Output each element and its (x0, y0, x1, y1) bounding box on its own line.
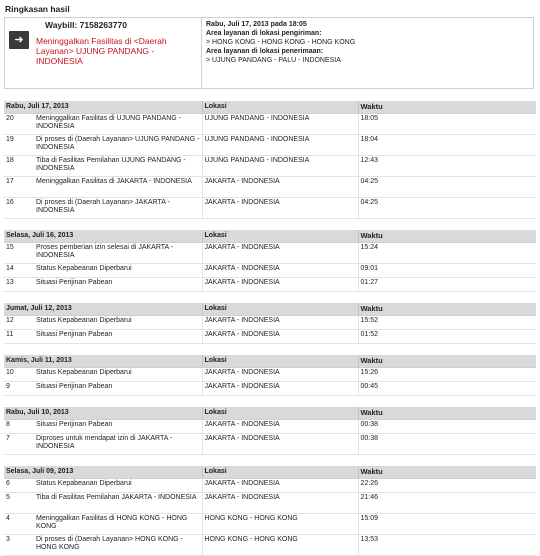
event-time: 04:25 (358, 197, 536, 218)
event-description: Meninggalkan Fasilitas di JAKARTA - INDONESIA (34, 176, 202, 197)
date-header: Rabu, Juli 17, 2013 (4, 101, 202, 113)
date-header-row (4, 230, 536, 242)
location-column-header: Lokasi (202, 407, 358, 419)
location-column-header: Lokasi (202, 466, 358, 478)
event-time: 01:52 (358, 329, 536, 343)
waybill-label: Waybill: (45, 20, 78, 30)
date-header-row (4, 355, 536, 367)
event-time: 00:38 (358, 419, 536, 433)
event-description: Tiba di Fasilitas Pemilahan JAKARTA - INDONESIA (34, 492, 202, 513)
date-header-row (4, 101, 536, 113)
event-number: 8 (4, 419, 34, 433)
event-location: JAKARTA - INDONESIA (202, 315, 358, 329)
event-number: 3 (4, 534, 34, 555)
origin-label: Area layanan di lokasi pengiriman: (206, 30, 322, 37)
event-location: UJUNG PANDANG - INDONESIA (202, 155, 358, 176)
group-spacer (4, 89, 536, 101)
event-location: JAKARTA - INDONESIA (202, 242, 358, 263)
time-column-header: Waktu (358, 355, 536, 367)
shipment-icon-box (5, 18, 33, 88)
event-number: 4 (4, 513, 34, 534)
event-time: 18:04 (358, 134, 536, 155)
event-number: 14 (4, 263, 34, 277)
date-header: Kamis, Juli 11, 2013 (4, 355, 202, 367)
location-column-header: Lokasi (202, 101, 358, 113)
event-description: Di proses di (Daerah Layanan> JAKARTA - INDONESIA (34, 197, 202, 218)
event-description: Status Kepabeanan Diperbarui (34, 478, 202, 492)
event-location: JAKARTA - INDONESIA (202, 197, 358, 218)
table-row (4, 381, 536, 395)
location-column-header: Lokasi (202, 230, 358, 242)
event-description: Situasi Perijinan Pabean (34, 329, 202, 343)
event-time: 09:01 (358, 263, 536, 277)
event-time: 00:38 (358, 433, 536, 454)
table-row (4, 534, 536, 555)
event-number: 7 (4, 433, 34, 454)
event-number: 16 (4, 197, 34, 218)
waybill (45, 20, 198, 33)
event-description: Meninggalkan Fasilitas di UJUNG PANDANG - INDONESIA (34, 113, 202, 134)
event-number: 12 (4, 315, 34, 329)
time-column-header: Waktu (358, 303, 536, 315)
table-row (4, 419, 536, 433)
event-location: UJUNG PANDANG - INDONESIA (202, 134, 358, 155)
event-location: JAKARTA - INDONESIA (202, 277, 358, 291)
event-description: Situasi Perijinan Pabean (34, 419, 202, 433)
shipment-status: Meninggalkan Fasilitas di <Daerah Layanan> UJUNG PANDANG - INDONESIA (36, 36, 167, 66)
location-column-header: Lokasi (202, 355, 358, 367)
table-row (4, 197, 536, 218)
summary-right (202, 18, 533, 88)
table-row (4, 433, 536, 454)
time-column-header: Waktu (358, 466, 536, 478)
event-location: JAKARTA - INDONESIA (202, 381, 358, 395)
event-description: Status Kepabeanan Diperbarui (34, 367, 202, 381)
table-row (4, 263, 536, 277)
event-description: Status Kepabeanan Diperbarui (34, 315, 202, 329)
table-row (4, 277, 536, 291)
event-number: 13 (4, 277, 34, 291)
event-number: 18 (4, 155, 34, 176)
date-header: Rabu, Juli 10, 2013 (4, 407, 202, 419)
date-header-row (4, 303, 536, 315)
group-spacer (4, 343, 536, 355)
event-number: 9 (4, 381, 34, 395)
event-number: 11 (4, 329, 34, 343)
event-description: Di proses di (Daerah Layanan> UJUNG PANDANG - INDONESIA (34, 134, 202, 155)
summary-left (5, 18, 202, 88)
summary-panel (4, 17, 534, 89)
tracking-table-body (4, 89, 536, 555)
event-location: JAKARTA - INDONESIA (202, 478, 358, 492)
destination-label: Area layanan di lokasi penerimaan: (206, 48, 324, 55)
event-number: 20 (4, 113, 34, 134)
event-description: Tiba di Fasilitas Pemilahan UJUNG PANDANG - INDONESIA (34, 155, 202, 176)
event-location: JAKARTA - INDONESIA (202, 263, 358, 277)
event-number: 17 (4, 176, 34, 197)
event-time: 04:25 (358, 176, 536, 197)
table-row (4, 315, 536, 329)
event-time: 18:05 (358, 113, 536, 134)
event-number: 5 (4, 492, 34, 513)
event-time: 00:45 (358, 381, 536, 395)
event-time: 15:52 (358, 315, 536, 329)
event-time: 15:24 (358, 242, 536, 263)
table-row (4, 513, 536, 534)
table-row (4, 155, 536, 176)
group-spacer (4, 454, 536, 466)
event-time: 13:53 (358, 534, 536, 555)
event-location: JAKARTA - INDONESIA (202, 176, 358, 197)
table-row (4, 478, 536, 492)
event-time: 15:09 (358, 513, 536, 534)
event-description: Meninggalkan Fasilitas di HONG KONG - HONG KONG (34, 513, 202, 534)
table-row (4, 367, 536, 381)
event-description: Di proses di (Daerah Layanan> HONG KONG - HONG KONG (34, 534, 202, 555)
event-description: Situasi Perijinan Pabean (34, 277, 202, 291)
event-location: HONG KONG - HONG KONG (202, 534, 358, 555)
origin-value: > HONG KONG - HONG KONG - HONG KONG (206, 39, 356, 46)
event-location: JAKARTA - INDONESIA (202, 433, 358, 454)
table-row (4, 242, 536, 263)
tracking-table (4, 89, 536, 556)
event-description: Diproses untuk mendapat izin di JAKARTA - INDONESIA (34, 433, 202, 454)
date-header: Selasa, Juli 16, 2013 (4, 230, 202, 242)
time-column-header: Waktu (358, 407, 536, 419)
group-spacer (4, 395, 536, 407)
date-header: Jumat, Juli 12, 2013 (4, 303, 202, 315)
time-column-header: Waktu (358, 101, 536, 113)
event-location: JAKARTA - INDONESIA (202, 492, 358, 513)
table-row (4, 176, 536, 197)
date-header-row (4, 407, 536, 419)
event-number: 10 (4, 367, 34, 381)
event-location: UJUNG PANDANG - INDONESIA (202, 113, 358, 134)
summary-datetime: Rabu, Juli 17, 2013 pada 18:05 (206, 21, 307, 28)
table-row (4, 134, 536, 155)
table-row (4, 492, 536, 513)
date-header: Selasa, Juli 09, 2013 (4, 466, 202, 478)
event-location: HONG KONG - HONG KONG (202, 513, 358, 534)
date-header-row (4, 466, 536, 478)
page-title: Ringkasan hasil (5, 4, 70, 14)
event-time: 12:43 (358, 155, 536, 176)
event-description: Situasi Perijinan Pabean (34, 381, 202, 395)
event-number: 15 (4, 242, 34, 263)
event-number: 6 (4, 478, 34, 492)
destination-value: > UJUNG PANDANG - PALU - INDONESIA (206, 57, 341, 64)
event-location: JAKARTA - INDONESIA (202, 367, 358, 381)
event-time: 22:26 (358, 478, 536, 492)
event-description: Status Kepabeanan Diperbarui (34, 263, 202, 277)
event-location: JAKARTA - INDONESIA (202, 329, 358, 343)
table-row (4, 113, 536, 134)
event-time: 15:26 (358, 367, 536, 381)
group-spacer (4, 291, 536, 303)
group-spacer (4, 218, 536, 230)
event-time: 01:27 (358, 277, 536, 291)
event-number: 19 (4, 134, 34, 155)
summary-text (33, 18, 201, 88)
location-column-header: Lokasi (202, 303, 358, 315)
waybill-number: 7158263770 (79, 20, 127, 30)
event-location: JAKARTA - INDONESIA (202, 419, 358, 433)
table-row (4, 329, 536, 343)
event-time: 21:46 (358, 492, 536, 513)
event-description: Proses pemberian izin selesai di JAKARTA - INDONESIA (34, 242, 202, 263)
time-column-header: Waktu (358, 230, 536, 242)
arrow-right-icon: ➜ (9, 31, 29, 49)
